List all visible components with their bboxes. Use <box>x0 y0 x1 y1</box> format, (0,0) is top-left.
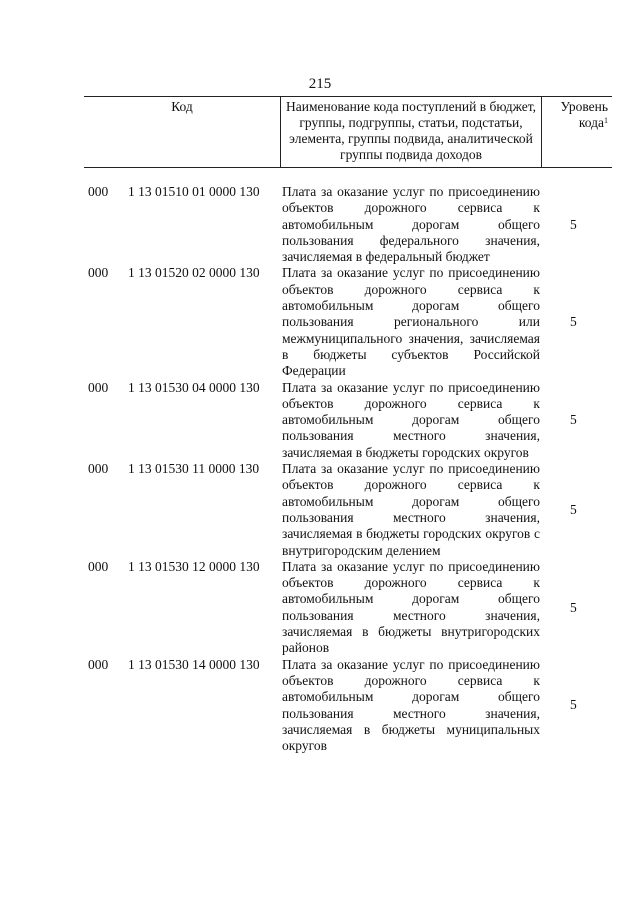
admin-code: 000 <box>88 461 109 477</box>
code-level: 5 <box>570 216 577 232</box>
code-level: 5 <box>570 412 577 428</box>
income-name: Плата за оказание услуг по присоединению объектов дорожного сервиса к автомобильным дорогам общего пользования федерального значения, зачисляемая в федеральный бюджет <box>282 184 540 265</box>
code-level: 5 <box>570 314 577 330</box>
income-name: Плата за оказание услуг по присоединению объектов дорожного сервиса к автомобильным дорогам общего пользования местного значения, зачисляемая в бюджеты муниципальных округов <box>282 656 540 754</box>
admin-code: 000 <box>88 265 109 281</box>
admin-code: 000 <box>88 558 109 574</box>
header-level-label: Уровень кода <box>560 99 608 130</box>
table-row <box>84 265 612 379</box>
code-level: 5 <box>570 501 577 517</box>
table-row <box>84 559 612 657</box>
income-code: 1 13 01530 14 0000 130 <box>128 656 260 672</box>
income-name: Плата за оказание услуг по присоединению объектов дорожного сервиса к автомобильным дорогам общего пользования местного значения, зачисляемая в бюджеты внутригородских районов <box>282 558 540 656</box>
table-body <box>84 184 612 754</box>
page-number: 215 <box>308 76 332 92</box>
header-name: Наименование кода поступлений в бюджет, группы, подгруппы, статьи, подстатьи, элемента, группы подвида, аналитической группы подвида доходов <box>280 97 542 167</box>
admin-code: 000 <box>88 379 109 395</box>
income-name: Плата за оказание услуг по присоединению объектов дорожного сервиса к автомобильным дорогам общего пользования местного значения, зачисляемая в бюджеты городских округов с внутригородским делением <box>282 461 540 558</box>
code-level: 5 <box>570 697 577 713</box>
income-code: 1 13 01530 04 0000 130 <box>128 379 260 395</box>
income-code: 1 13 01520 02 0000 130 <box>128 265 260 281</box>
header-level-footnote: 1 <box>604 116 608 125</box>
income-code: 1 13 01530 11 0000 130 <box>128 461 260 477</box>
income-code: 1 13 01530 12 0000 130 <box>128 558 260 574</box>
table-row <box>84 461 612 559</box>
table-row <box>84 184 612 265</box>
admin-code: 000 <box>88 656 109 672</box>
income-code: 1 13 01510 01 0000 130 <box>128 184 260 199</box>
admin-code: 000 <box>88 184 109 199</box>
income-name: Плата за оказание услуг по присоединению объектов дорожного сервиса к автомобильным дорогам общего пользования регионального или межмуниципального значения, зачисляемая в бюджеты субъектов Российской Федерации <box>282 265 540 379</box>
income-name: Плата за оказание услуг по присоединению объектов дорожного сервиса к автомобильным дорогам общего пользования местного значения, зачисляемая в бюджеты городских округов <box>282 379 540 460</box>
code-level: 5 <box>570 599 577 615</box>
table-header <box>84 96 612 168</box>
table-row <box>84 380 612 461</box>
header-level <box>542 99 612 131</box>
table-row <box>84 657 612 755</box>
header-code: Код <box>171 99 193 114</box>
